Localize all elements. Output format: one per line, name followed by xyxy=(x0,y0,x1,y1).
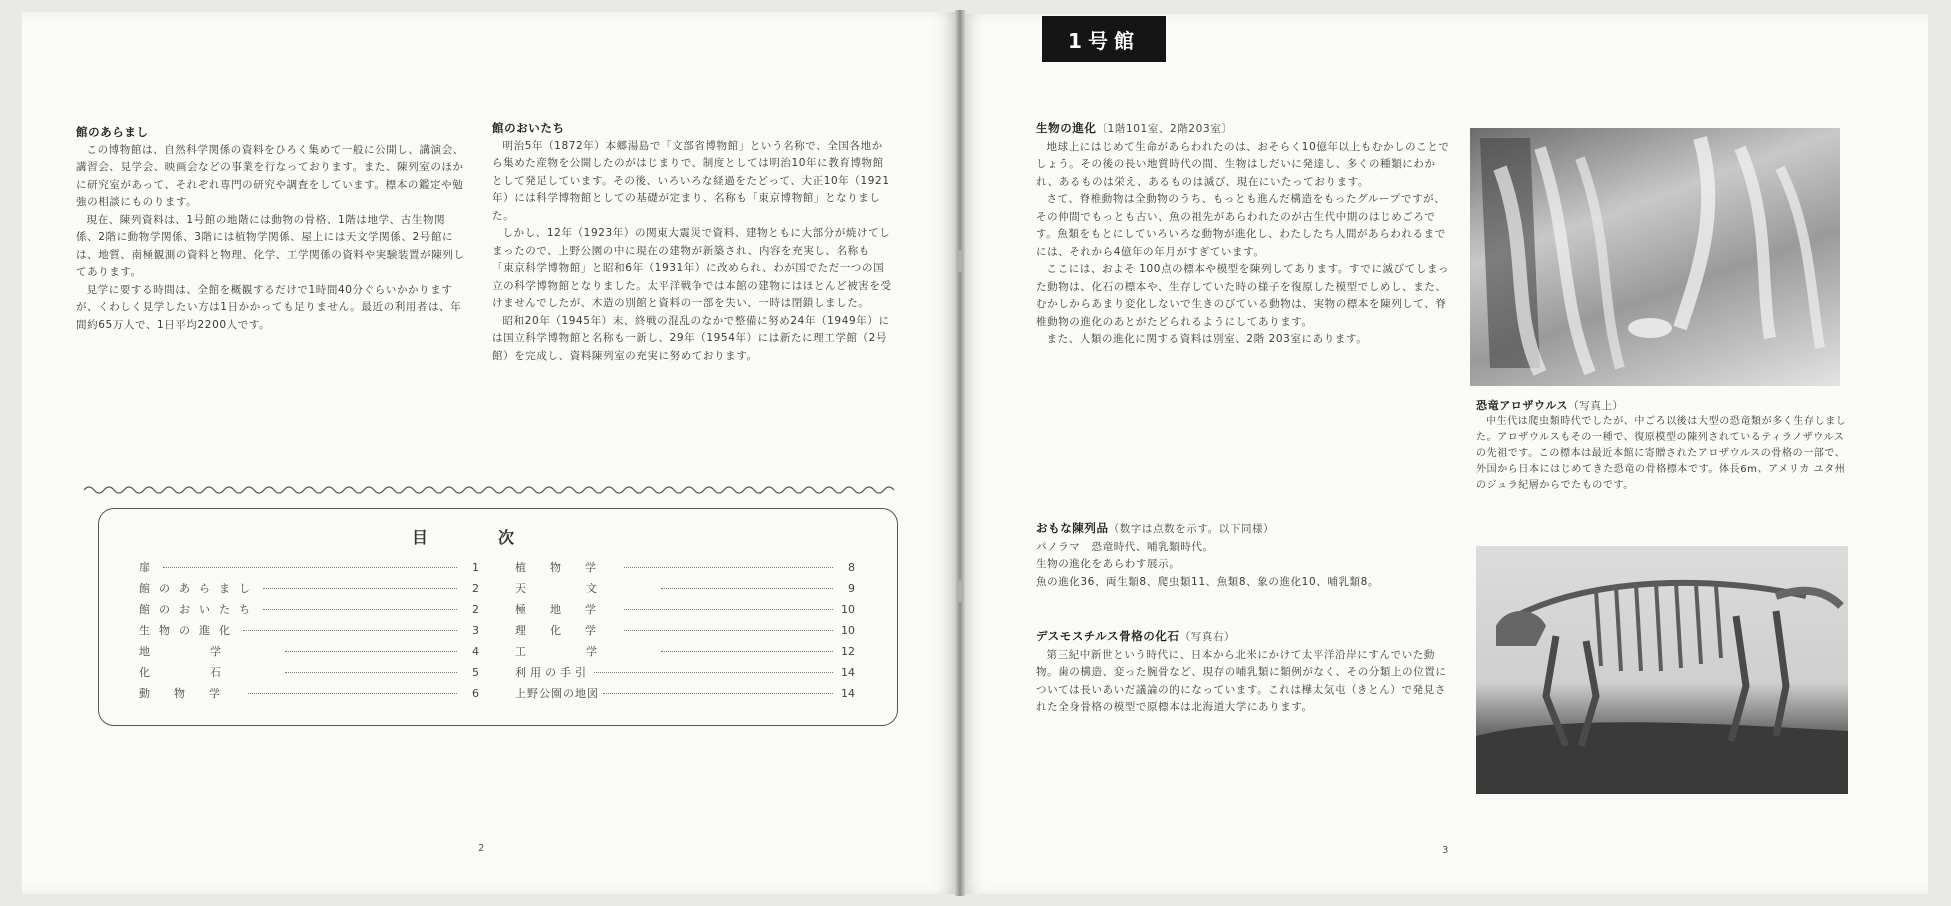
exhibits-section xyxy=(1036,520,1454,591)
toc-entry-page: 1 xyxy=(472,561,479,574)
toc-entry[interactable] xyxy=(139,685,479,706)
toc-leader-dots xyxy=(243,630,457,631)
toc-entry[interactable] xyxy=(139,664,479,685)
history-paragraph: 明治5年（1872年）本郷湯島で「文部省博物館」という名称で、全国各地から集めた産物を公開したのがはじまりで、制度としては明治10年に教育博物館として発足しています。その後、いろいろな経過をたどって、大正10年（1921年）には科学博物館としての基礎が定まり、名称も「東京博物館」となりました。 xyxy=(492,139,890,222)
toc-leader-dots xyxy=(624,609,833,610)
desmostylus-text: 第三紀中新世という時代に、日本から北米にかけて太平洋沿岸にすんでいた動物。歯の構造、変った腕骨など、現存の哺乳類に類例がなく、その分類上の位置については長いあいだ議論の的になっています。これは樺太気屯（きとん）で発見された全身骨格の模型で原標本は北海道大学にあります。 xyxy=(1036,648,1447,713)
toc-entry-label: 工学 xyxy=(515,645,657,658)
overview-paragraph: 現在、陳列資料は、1号館の地階には動物の骨格、1階は地学、古生物関係、2階に動物学関係、3階には植物学関係、屋上には天文学関係、2号館には、地質、南極観測の資料と物理、化学、工学関係の資料や実験装置が陳列してあります。 xyxy=(76,213,465,278)
binding-staple xyxy=(958,580,962,602)
desmostylus-section xyxy=(1036,628,1454,717)
desmostylus-skeleton-illustration xyxy=(1476,546,1848,794)
evolution-heading xyxy=(1036,120,1454,139)
table-of-contents xyxy=(98,508,898,726)
toc-leader-dots xyxy=(163,567,457,568)
toc-entry[interactable] xyxy=(139,580,479,601)
desmostylus-skeleton-photo xyxy=(1476,546,1848,794)
history-paragraph: 昭和20年（1945年）末、終戦の混乱のなかで整備に努め24年（1949年）には国立科学博物館と名称も一新し、29年（1954年）には新たに理工学館（2号館）を完成し、資料陳列室の充実に努めております。 xyxy=(492,314,890,362)
toc-entry-page: 10 xyxy=(841,624,855,637)
allosaurus-heading xyxy=(1476,398,1848,414)
toc-entry-page: 14 xyxy=(841,687,855,700)
evolution-location: 〔1階101室、2階203室〕 xyxy=(1096,123,1233,135)
page-number-right: 3 xyxy=(1442,845,1449,856)
toc-leader-dots xyxy=(594,672,833,673)
evolution-paragraph: 地球上にはじめて生命があらわれたのは、おそらく10億年以上もむかしのことでしょう。その後の長い地質時代の間、生物はしだいに発達し、多くの種類にわかれ、あるものは栄え、あるものは滅び、現在にいたっております。 xyxy=(1036,140,1450,188)
toc-entry[interactable] xyxy=(515,559,855,580)
toc-column-left xyxy=(139,559,479,706)
toc-entry-page: 14 xyxy=(841,666,855,679)
overview-section xyxy=(76,124,466,334)
wavy-divider xyxy=(84,484,902,496)
toc-entry[interactable] xyxy=(515,685,855,706)
exhibits-line: 生物の進化をあらわす展示。 xyxy=(1036,558,1181,570)
toc-entry-page: 2 xyxy=(472,582,479,595)
toc-leader-dots xyxy=(624,567,833,568)
toc-entry-page: 3 xyxy=(472,624,479,637)
toc-leader-dots xyxy=(603,693,833,694)
toc-leader-dots xyxy=(248,693,457,694)
allosaurus-photo-ref: （写真上） xyxy=(1568,400,1624,412)
toc-entry-page: 10 xyxy=(841,603,855,616)
allosaurus-feet-illustration xyxy=(1470,128,1840,386)
toc-column-right xyxy=(515,559,855,706)
evolution-paragraph: さて、脊椎動物は全動物のうち、もっとも進んだ構造をもったグループですが、その仲間でもっとも古い、魚の祖先があらわれたのが古生代中期のはじめごろです。魚類をもとにしていろいろな動物が進化し、わたしたち人間があらわれるまでには、それから4億年の年月がすぎています。 xyxy=(1036,193,1446,258)
page-number-left: 2 xyxy=(478,843,485,854)
history-heading: 館のおいたち xyxy=(492,121,565,135)
exhibits-heading xyxy=(1036,520,1454,539)
toc-entry-page: 9 xyxy=(848,582,855,595)
toc-entry[interactable] xyxy=(139,622,479,643)
toc-entry-label: 館のあらまし xyxy=(139,582,259,595)
desmostylus-heading xyxy=(1036,628,1454,647)
toc-leader-dots xyxy=(624,630,833,631)
toc-entry[interactable] xyxy=(139,601,479,622)
desmostylus-title: デスモスチルス骨格の化石 xyxy=(1036,629,1180,643)
exhibits-note: （数字は点数を示す。以下同様） xyxy=(1108,523,1275,535)
toc-entry-page: 4 xyxy=(472,645,479,658)
toc-leader-dots xyxy=(285,651,457,652)
evolution-section xyxy=(1036,120,1454,349)
toc-entry-label: 上野公園の地図 xyxy=(515,687,599,700)
exhibits-line: 魚の進化36、両生類8、爬虫類11、魚類8、象の進化10、哺乳類8。 xyxy=(1036,575,1380,588)
toc-entry-label: 生物の進化 xyxy=(139,624,239,637)
evolution-paragraph: また、人類の進化に関する資料は別室、2階 203室にあります。 xyxy=(1046,333,1368,345)
evolution-paragraph: ここには、およそ 100点の標本や模型を陳列してあります。すでに滅びてしまった動物は、化石の標本や、生存していた時の様子を復原した模型でしめし、また、むかしからあまり変化しないで生きのびている動物は、実物の標本を陳列して、脊椎動物の進化のあとがたどられるようにしてあります。 xyxy=(1036,263,1450,328)
allosaurus-title: 恐竜アロザウルス xyxy=(1476,399,1569,412)
history-paragraph: しかし、12年（1923年）の関東大震災で資料、建物ともに大部分が焼けてしまったので、上野公園の中に現在の建物が新築され、内容を充実し、名称も「東京科学博物館」と昭和6年（1931年）に改められ、わが国でただ一つの国立の科学博物館となりました。太平洋戦争では本館の建物にはほとんど被害を受けませんでしたが、木造の別館と資料の一部を失い、一時は閉鎖しました。 xyxy=(492,227,892,309)
allosaurus-feet-photo xyxy=(1470,128,1840,386)
exhibits-line: パノラマ 恐竜時代、哺乳類時代。 xyxy=(1036,540,1214,553)
toc-leader-dots xyxy=(661,651,833,652)
allosaurus-section xyxy=(1476,398,1848,494)
toc-entry-page: 8 xyxy=(848,561,855,574)
exhibits-title: おもな陳列品 xyxy=(1036,521,1109,535)
toc-entry-label: 化石 xyxy=(139,666,281,679)
overview-paragraph: 見学に要する時間は、全館を概観するだけで1時間40分ぐらいかかりますが、くわしく見学したい方は1日かかっても足りません。最近の利用者は、年間約65万人で、1日平均2200人です。 xyxy=(76,283,462,331)
desmostylus-photo-ref: （写真右） xyxy=(1179,631,1236,643)
toc-entry[interactable] xyxy=(515,664,855,685)
toc-entry[interactable] xyxy=(515,580,855,601)
toc-entry-label: 動物学 xyxy=(139,687,244,700)
toc-leader-dots xyxy=(285,672,457,673)
toc-entry-label: 館のおいたち xyxy=(139,603,259,616)
overview-heading: 館のあらまし xyxy=(76,125,149,139)
toc-entry-page: 5 xyxy=(472,666,479,679)
overview-paragraph: この博物館は、自然科学関係の資料をひろく集めて一般に公開し、講演会、講習会、見学会、映画会などの事業を行なっております。また、陳列室のほかに研究室があって、それぞれ専門の研究や調査をしています。標本の鑑定や勉強の相談にものります。 xyxy=(76,143,464,208)
toc-leader-dots xyxy=(263,609,457,610)
toc-entry-page: 6 xyxy=(472,687,479,700)
toc-leader-dots xyxy=(661,588,833,589)
toc-entry-label: 利用の手引 xyxy=(515,666,590,679)
toc-entry[interactable] xyxy=(515,601,855,622)
toc-entry[interactable] xyxy=(139,643,479,664)
toc-title: 目次 xyxy=(411,528,584,547)
toc-entry-label: 植物学 xyxy=(515,561,620,574)
evolution-title: 生物の進化 xyxy=(1036,121,1097,135)
toc-entry-label: 天文 xyxy=(515,582,657,595)
history-section xyxy=(492,120,892,365)
binding-staple xyxy=(958,250,962,272)
toc-entry[interactable] xyxy=(515,643,855,664)
toc-entry-page: 2 xyxy=(472,603,479,616)
book-spine xyxy=(955,10,965,896)
toc-entry-label: 扉 xyxy=(139,561,159,574)
toc-entry-label: 極地学 xyxy=(515,603,620,616)
toc-leader-dots xyxy=(263,588,457,589)
toc-entry-page: 12 xyxy=(841,645,855,658)
toc-entry-label: 理化学 xyxy=(515,624,620,637)
toc-entry-label: 地学 xyxy=(139,645,281,658)
toc-entry[interactable] xyxy=(515,622,855,643)
toc-entry[interactable] xyxy=(139,559,479,580)
allosaurus-text: 中生代は爬虫類時代でしたが、中ごろ以後は大型の恐竜類が多く生存しました。アロザウルスもその一種で、復原模型の陳列されているティラノザウルスの先祖です。この標本は最近本館に寄贈されたアロザウルスの骨格の一部で、外国から日本にはじめてきた恐竜の骨格標本です。体長6m、アメリカ ユタ州のジュラ紀層からでたものです。 xyxy=(1476,416,1847,491)
hall-number-tag: 1号館 xyxy=(1042,16,1166,62)
